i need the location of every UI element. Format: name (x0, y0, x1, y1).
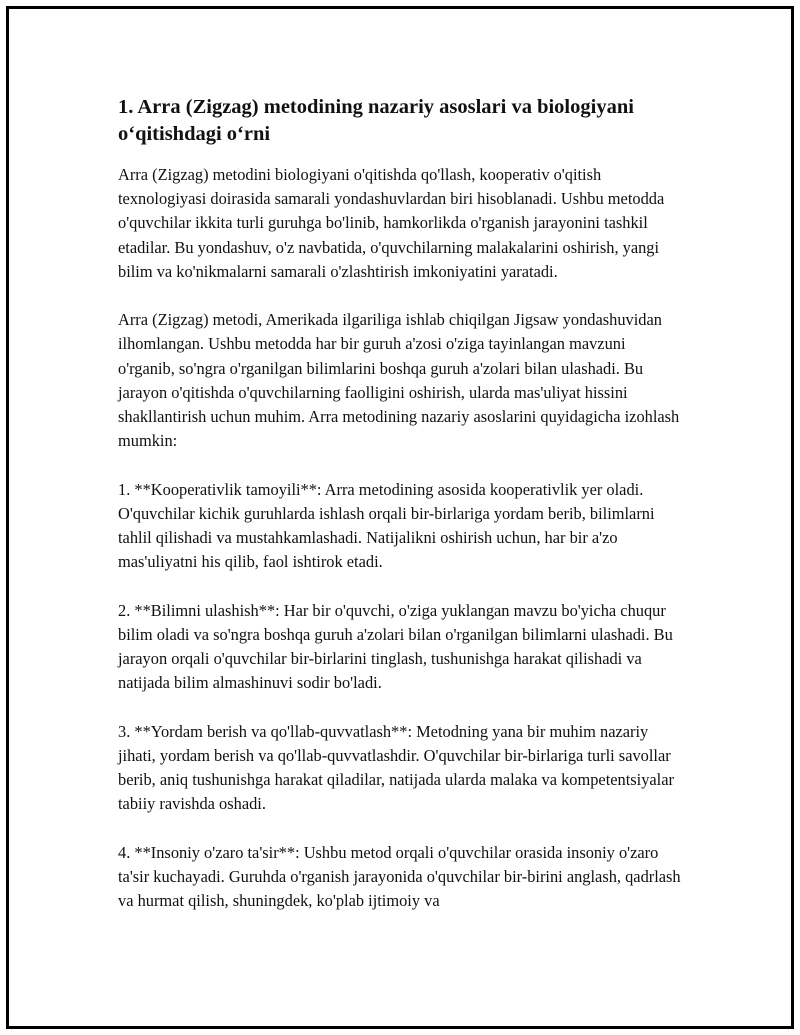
list-item-human-interaction: 4. **Insoniy o'zaro ta'sir**: Ushbu metod orqali o'quvchilar orasida insoniy o'zaro ta'sir kuchayadi. Guruhda o'rganish jarayonida o'quvchilar bir-birini anglash, qadrlash va hurmat qilish, shuningdek, ko'plab ijtimoiy va (118, 842, 681, 911)
document-body (118, 94, 684, 937)
paragraph-method-origin: Arra (Zigzag) metodi, Amerikada ilgariliga ishlab chiqilgan Jigsaw yondashuvidan ilhomlangan. Ushbu metodda har bir guruh a'zosi o'ziga tayinlangan mavzuni o'rganib, so'ngra o'rganilgan bilimlarini boshqa guruh a'zolari bilan ulashadi. Bu jarayon o'qitishda o'quvchilarning faolligini oshirish, ularda mas'uliyat hissini shakllantirish uchun muhim. Arra metodining nazariy asoslarini quyidagicha izohlash mumkin: (118, 310, 680, 451)
list-item-support: 3. **Yordam berish va qo'llab-quvvatlash**: Metodning yana bir muhim nazariy jihati, yordam berish va qo'llab-quvvatlashdir. O'quvchilar bir-birlariga turli savollar berib, aniq tushunishga harakat qiladilar, natijada ularda malaka va kompetentsiyalar tabiiy ravishda oshadi. (118, 721, 674, 814)
section-heading: 1. Arra (Zigzag) metodining nazariy asoslari va biologiyani o‘qitishdagi o‘rni (118, 96, 634, 145)
list-item-knowledge-sharing: 2. **Bilimni ulashish**: Har bir o'quvchi, o'ziga yuklangan mavzu bo'yicha chuqur bilim oladi va so'ngra boshqa guruh a'zolari bilan o'rganilgan bilimlarni ulashadi. Bu jarayon orqali o'quvchilar bir-birlarini tinglash, tushunishga harakat qilishadi va natijada bilim almashinuvi sodir bo'ladi. (118, 600, 673, 693)
list-item-cooperation: 1. **Kooperativlik tamoyili**: Arra metodining asosida kooperativlik yer oladi. O'quvchilar kichik guruhlarda ishlash orqali bir-birlariga yordam berib, bilimlarni tahlil qilishadi va mustahkamlashadi. Natijalikni oshirish uchun, har bir a'zo mas'uliyatni his qilib, faol ishtirok etadi. (118, 479, 655, 572)
paragraph-intro: Arra (Zigzag) metodini biologiyani o'qitishda qo'llash, kooperativ o'qitish texnologiyasi doirasida samarali yondashuvlardan biri hisoblanadi. Ushbu metodda o'quvchilar ikkita turli guruhga bo'linib, hamkorlikda o'rganish jarayonini tashkil etadilar. Bu yondashuv, o'z navbatida, o'quvchilarning malakalarini oshirish, yangi bilim va ko'nikmalarni samarali o'zlashtirish imkoniyatini yaratadi. (118, 165, 665, 281)
